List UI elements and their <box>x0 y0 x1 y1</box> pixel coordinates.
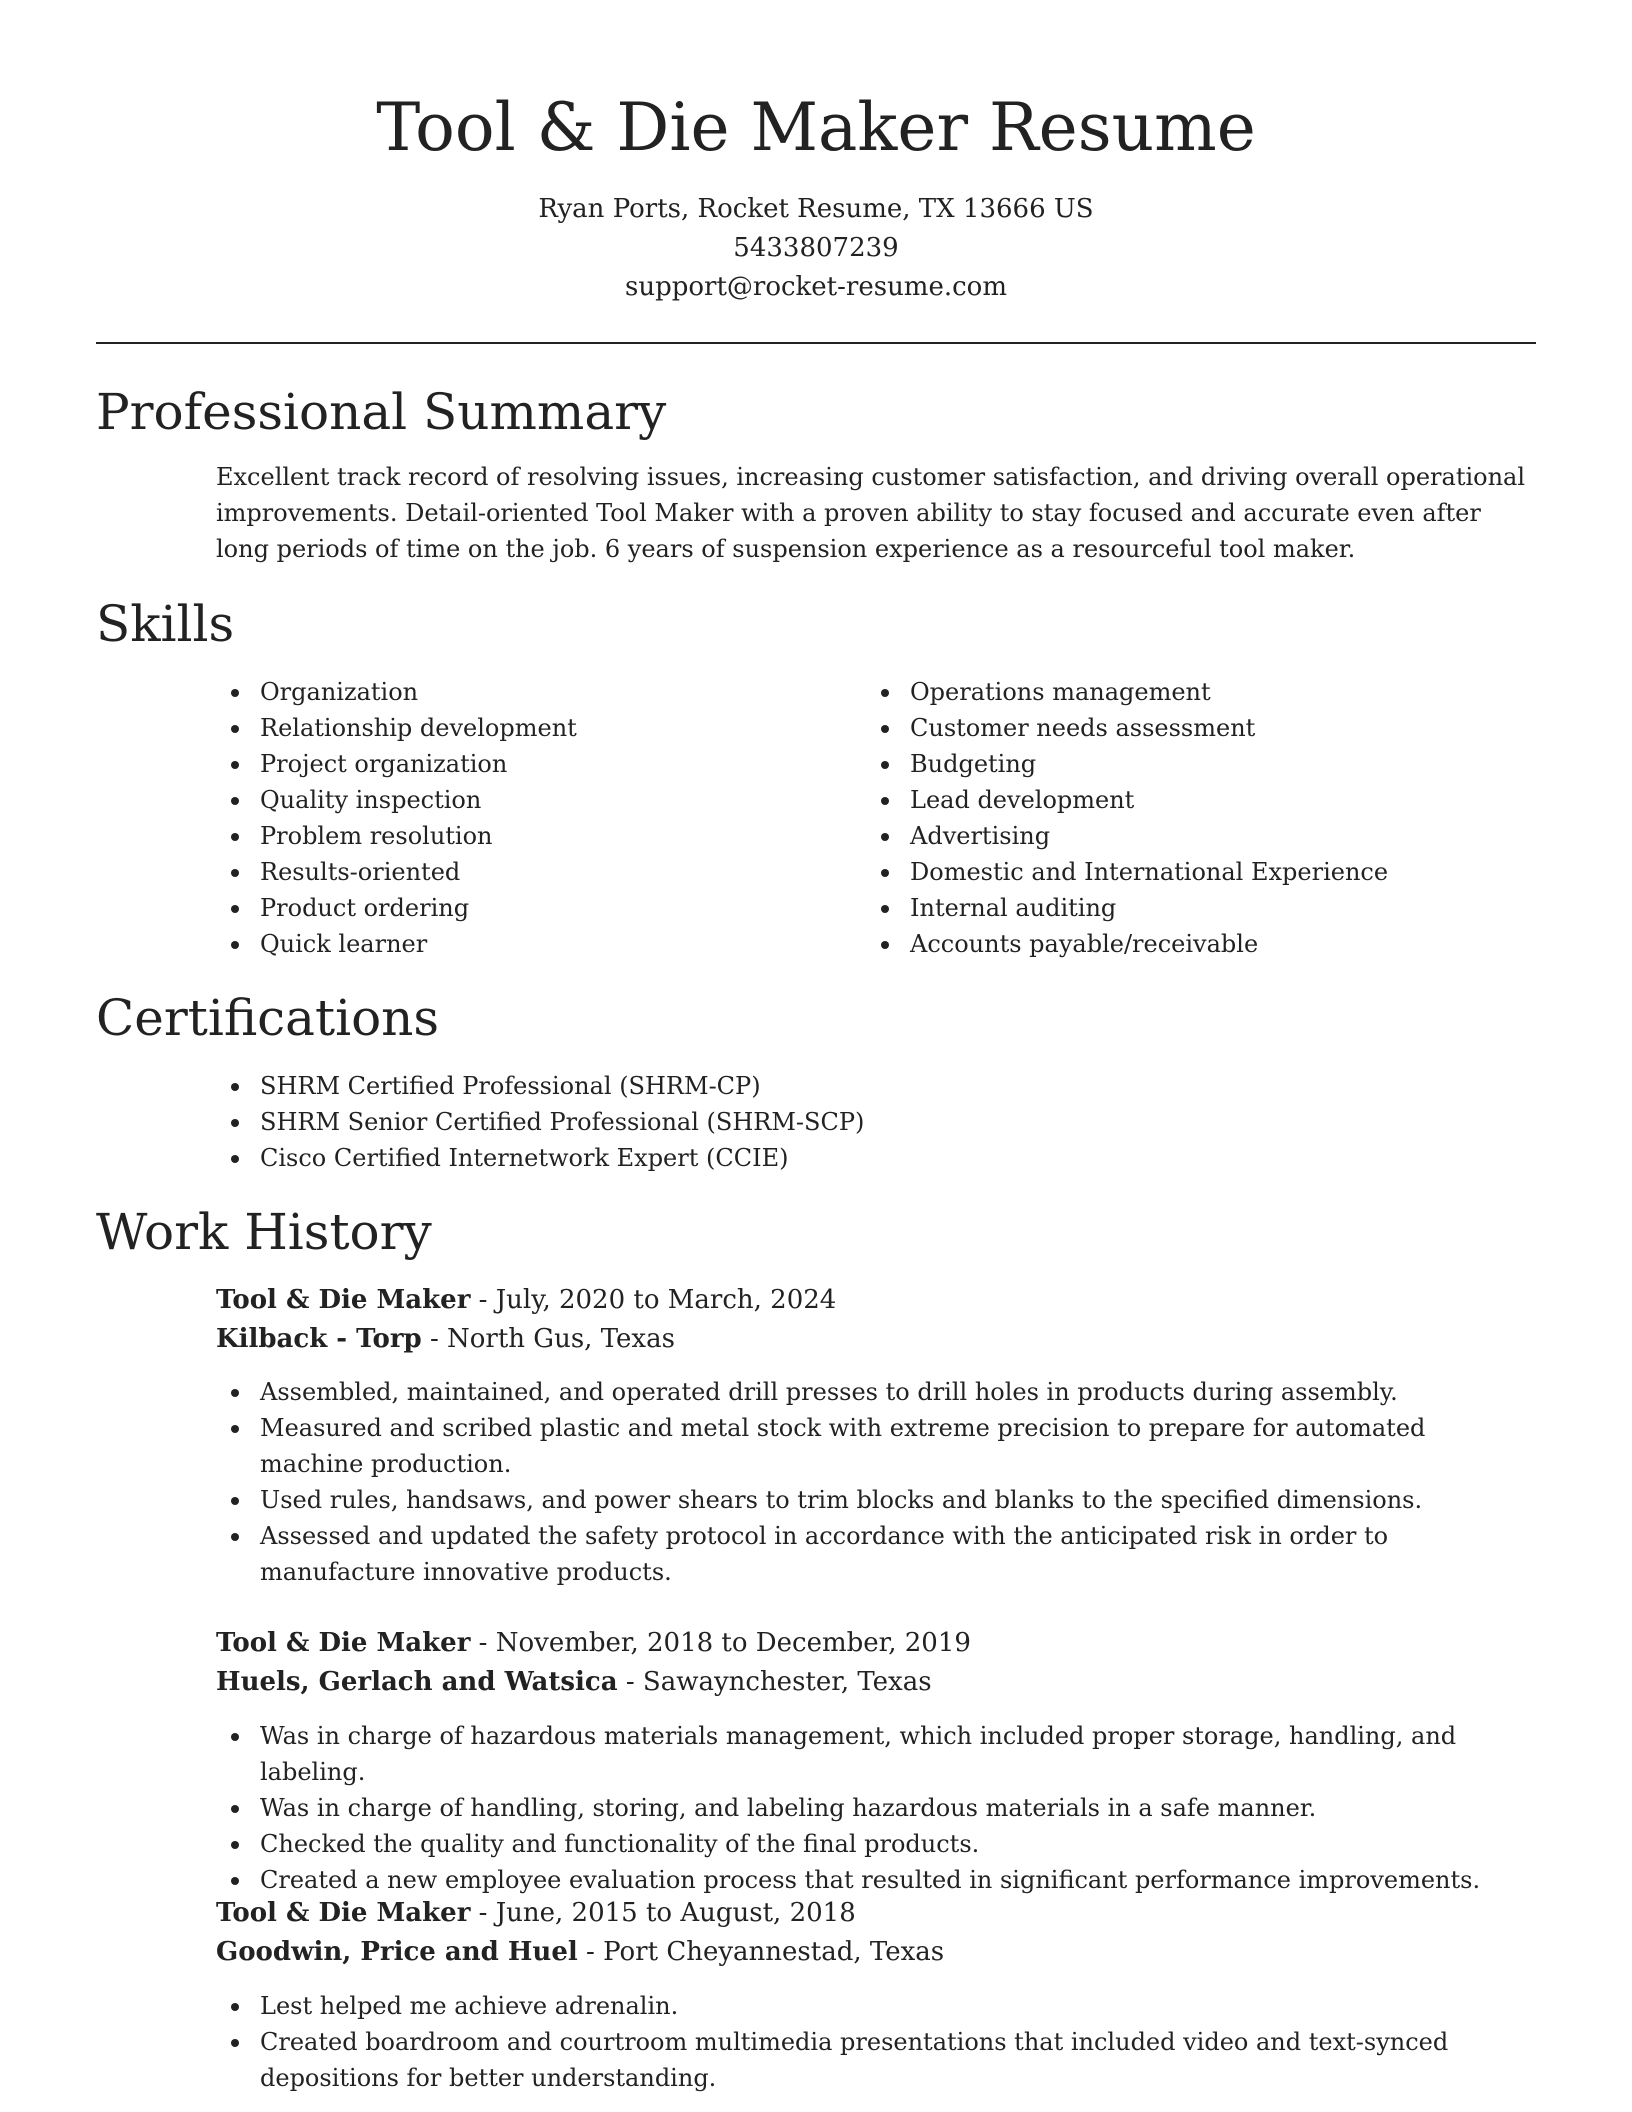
job-location: - Sawaynchester, Texas <box>617 1667 932 1697</box>
job-company: Huels, Gerlach and Watsica <box>216 1667 618 1697</box>
certification-item: SHRM Certified Professional (SHRM-CP) <box>216 1068 1536 1104</box>
summary-text: Excellent track record of resolving issues, increasing customer satisfaction, and driving overall operational improvements. Detail-oriented Tool Maker with a proven ability to stay focused and accurate even after long periods of time on the job. 6 years of suspension experience as a resourceful tool maker. <box>216 463 1526 563</box>
job-dates: - June, 2015 to August, 2018 <box>470 1898 856 1928</box>
skill-item: Operations management <box>866 674 1536 710</box>
skill-item: Quality inspection <box>216 782 856 818</box>
contact-address: Ryan Ports, Rocket Resume, TX 13666 US <box>538 194 1094 224</box>
skill-item: Advertising <box>866 818 1536 854</box>
job-bullet: Created a new employee evaluation process that resulted in significant performance improvements. <box>216 1862 1546 1898</box>
job-title: Tool & Die Maker <box>216 1898 471 1928</box>
job-location: - North Gus, Texas <box>421 1324 675 1354</box>
certifications-heading: Certifications <box>96 989 440 1047</box>
skill-item: Internal auditing <box>866 890 1536 926</box>
skill-item: Customer needs assessment <box>866 710 1536 746</box>
job-title: Tool & Die Maker <box>216 1628 471 1658</box>
contact-phone: 5433807239 <box>733 233 899 263</box>
job-header <box>216 1894 1536 1972</box>
job-bullets <box>216 1374 1536 1590</box>
skill-item: Results-oriented <box>216 854 856 890</box>
skill-item: Organization <box>216 674 856 710</box>
certification-item: SHRM Senior Certified Professional (SHRM-SCP) <box>216 1104 1536 1140</box>
skill-item: Product ordering <box>216 890 856 926</box>
job-bullets <box>216 1988 1536 2096</box>
skill-item: Domestic and International Experience <box>866 854 1536 890</box>
job-bullet: Created boardroom and courtroom multimedia presentations that included video and text-synced depositions for better understanding. <box>216 2024 1536 2096</box>
job-bullet: Was in charge of handling, storing, and labeling hazardous materials in a safe manner. <box>216 1790 1546 1826</box>
skill-item: Quick learner <box>216 926 856 962</box>
certification-item: Cisco Certified Internetwork Expert (CCIE) <box>216 1140 1536 1176</box>
job-bullet: Measured and scribed plastic and metal stock with extreme precision to prepare for automated machine production. <box>216 1410 1536 1482</box>
job-bullet: Assessed and updated the safety protocol in accordance with the anticipated risk in order to manufacture innovative products. <box>216 1518 1536 1590</box>
job-bullet: Used rules, handsaws, and power shears to trim blocks and blanks to the specified dimensions. <box>216 1482 1536 1518</box>
job-dates: - July, 2020 to March, 2024 <box>470 1285 837 1315</box>
contact-email: support@rocket-resume.com <box>624 272 1007 302</box>
skills-heading: Skills <box>96 595 235 653</box>
skill-item: Budgeting <box>866 746 1536 782</box>
resume-title: Tool & Die Maker Resume <box>376 89 1256 166</box>
certifications-list <box>216 1068 1536 1176</box>
job-bullet: Checked the quality and functionality of the final products. <box>216 1826 1546 1862</box>
job-header <box>216 1281 1536 1359</box>
job-bullet: Was in charge of hazardous materials management, which included proper storage, handling, and labeling. <box>216 1718 1546 1790</box>
job-company: Kilback - Torp <box>216 1324 422 1354</box>
job-bullet: Lest helped me achieve adrenalin. <box>216 1988 1536 2024</box>
contact-block <box>0 190 1632 307</box>
skill-item: Relationship development <box>216 710 856 746</box>
skill-item: Project organization <box>216 746 856 782</box>
job-title: Tool & Die Maker <box>216 1285 471 1315</box>
job-bullets <box>216 1718 1546 1898</box>
job-dates: - November, 2018 to December, 2019 <box>470 1628 971 1658</box>
summary-heading: Professional Summary <box>96 383 667 441</box>
work-history-heading: Work History <box>96 1203 432 1261</box>
skill-item: Problem resolution <box>216 818 856 854</box>
skill-item: Lead development <box>866 782 1536 818</box>
skills-list-left <box>216 674 856 962</box>
job-location: - Port Cheyannestad, Texas <box>577 1937 945 1967</box>
header-divider <box>96 342 1536 344</box>
skills-list-right <box>866 674 1536 962</box>
job-bullet: Assembled, maintained, and operated drill presses to drill holes in products during assembly. <box>216 1374 1536 1410</box>
job-company: Goodwin, Price and Huel <box>216 1937 578 1967</box>
skill-item: Accounts payable/receivable <box>866 926 1536 962</box>
job-header <box>216 1624 1536 1702</box>
